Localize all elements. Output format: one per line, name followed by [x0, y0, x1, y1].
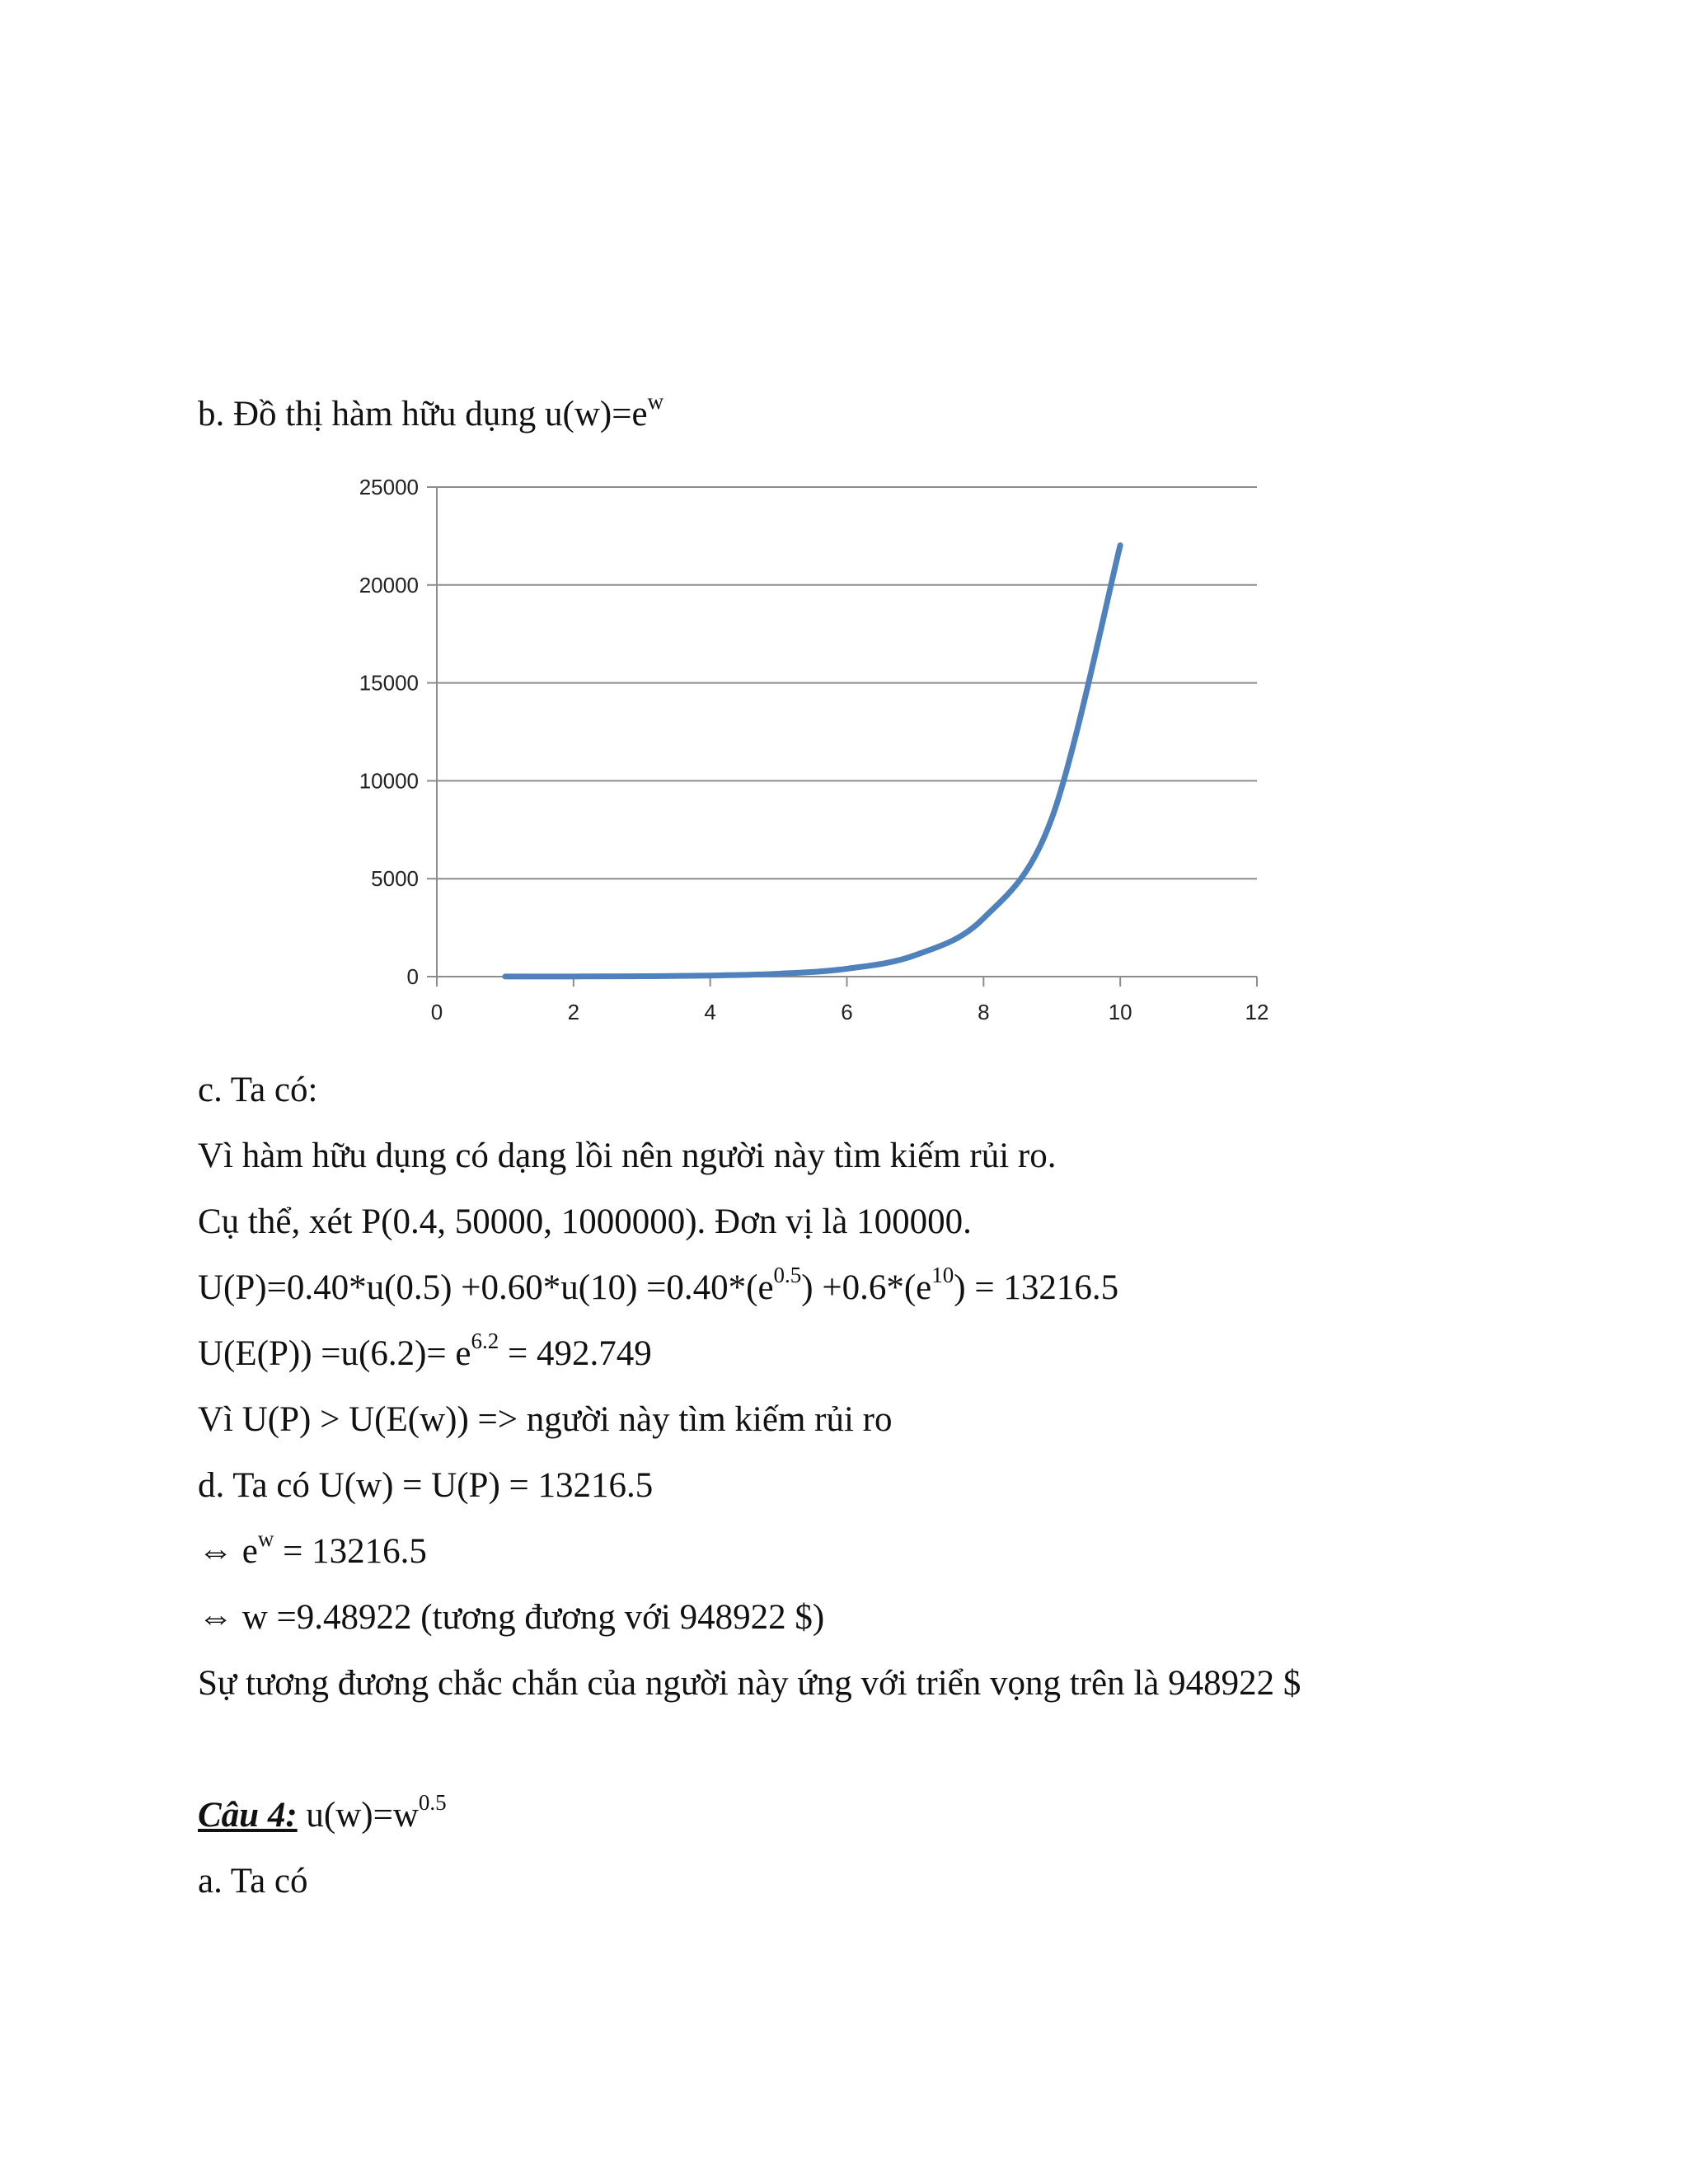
x-tick-label-3: 6	[841, 1000, 853, 1024]
section-d-line-4: Sự tương đương chắc chắn của người này ứng với triển vọng trên là 948922 $	[198, 1664, 1301, 1703]
section-b-superscript: w	[647, 389, 664, 414]
equivalence-arrow-icon: ⇔	[198, 1598, 233, 1637]
equivalence-arrow-icon: ⇔	[198, 1532, 233, 1571]
cau-4-label: Câu 4:	[198, 1796, 298, 1835]
y-tick-label-4: 20000	[359, 572, 419, 598]
x-tick-label-5: 10	[1108, 1000, 1132, 1024]
y-tick-label-5: 25000	[359, 475, 419, 499]
y-tick-label-2: 10000	[359, 768, 419, 794]
cau-4-part-a: a. Ta có	[198, 1862, 308, 1900]
section-d-heading: d. Ta có U(w) = U(P) = 13216.5	[198, 1466, 654, 1505]
section-c-line-3: Cụ thể, xét P(0.4, 50000, 1000000). Đơn vị là 100000.	[198, 1202, 972, 1241]
x-tick-label-2: 4	[704, 1000, 716, 1024]
section-c-line-5: $U(E(P)) =u(6.2)= e^{6.2} = 492.749$	[198, 1329, 652, 1373]
x-tick-label-1: 2	[567, 1000, 580, 1024]
x-tick-label-4: 8	[978, 1000, 990, 1024]
section-d-line-3: ⇔ w =9.48922 (tương đương với 948922 $)	[198, 1598, 825, 1637]
x-tick-label-6: 12	[1245, 1000, 1269, 1024]
y-tick-label-3: 15000	[359, 670, 419, 696]
utility-chart-svg	[313, 466, 1302, 1043]
cau-4-heading: Câu 4: $u(w)=w^{0.5}$	[198, 1790, 447, 1835]
section-c-heading: c. Ta có:	[198, 1071, 318, 1109]
y-tick-label-0: 0	[406, 964, 419, 989]
section-d-line-2: ⇔ $e^w = 13216.5$	[198, 1526, 427, 1571]
x-tick-label-0: 0	[430, 1000, 443, 1024]
y-tick-label-1: 5000	[371, 866, 419, 892]
utility-chart	[313, 466, 1302, 1043]
section-c-line-4: $U(P)=0.40*u(0.5) +0.60*u(10) =0.40*(e^{0.5}) +0.6*(e^{10}) = 13216.5$	[198, 1263, 1119, 1307]
section-b-heading	[198, 391, 663, 438]
section-c-line-6: Vì U(P) > U(E(w)) => người này tìm kiếm rủi ro	[198, 1400, 893, 1439]
series-line-0	[505, 546, 1120, 977]
section-c-line-2: Vì hàm hữu dụng có dạng lồi nên người này tìm kiếm rủi ro.	[198, 1137, 1057, 1175]
section-b-text: b. Đồ thị hàm hữu dụng u(w)=e	[198, 395, 648, 434]
